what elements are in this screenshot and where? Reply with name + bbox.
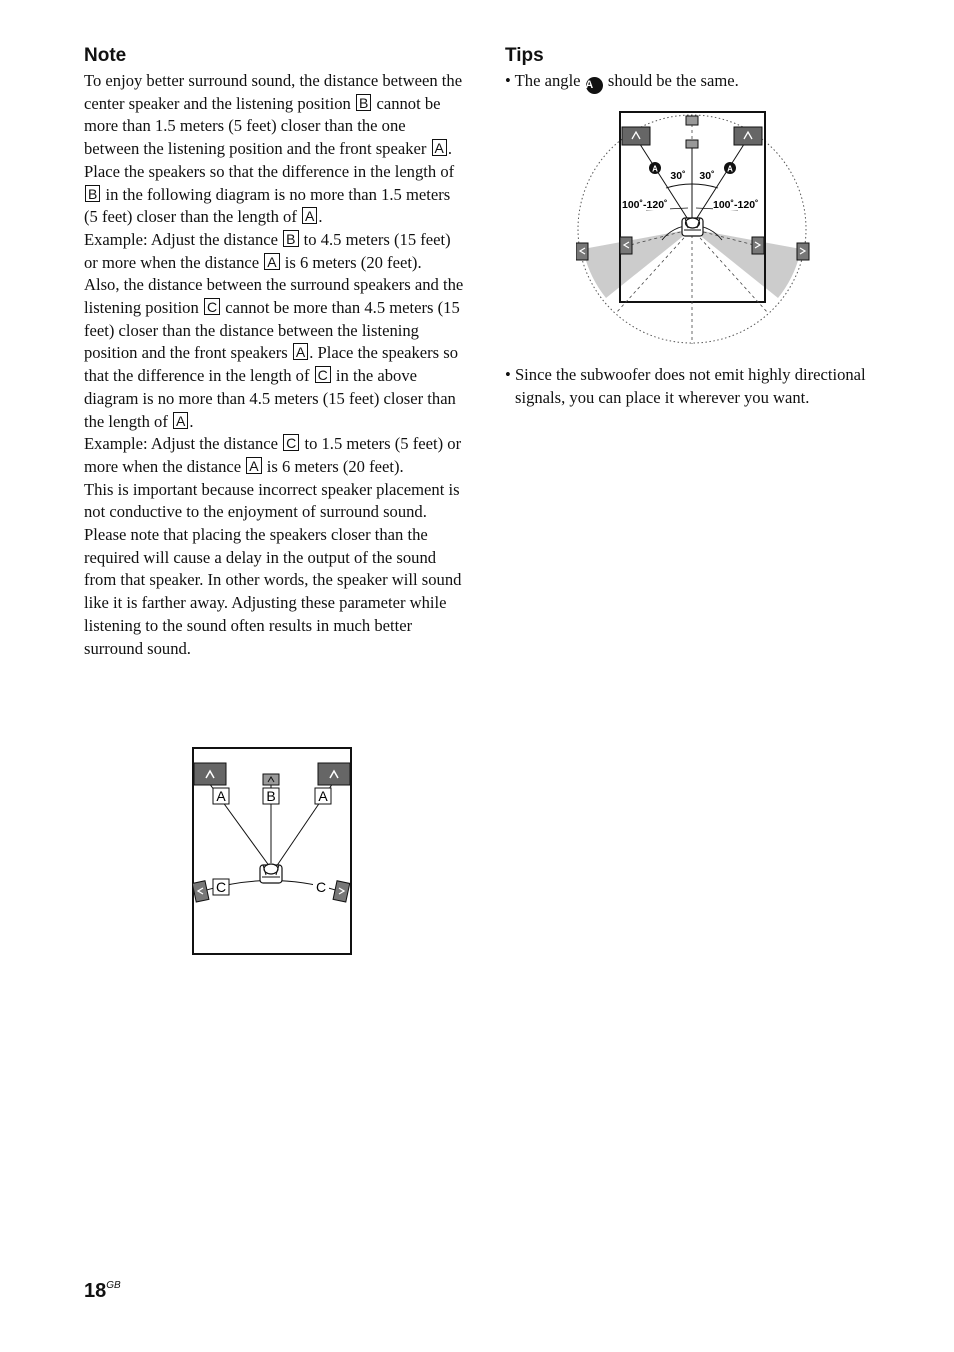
note-paragraph-1: To enjoy better surround sound, the distance between the center speaker and the listening position B cannot be more than 1.5 meters (5 feet) closer than the one between the listening position and the front speaker A . Place the speakers so that the difference in the length of B in the following diagram is no more than 1.5 meters (5 feet) closer than the length of A .	[84, 71, 463, 227]
front-right-speaker-icon	[734, 127, 762, 145]
angle-30-right: 30˚	[699, 170, 715, 182]
page-number: $18^{GB}$	[84, 1280, 121, 1302]
label-c-box: C	[315, 366, 331, 383]
tip-subwoofer: • Since the subwoofer does not emit highly directional signals, you can place it wherever you want.	[505, 365, 866, 407]
tip-angle: • The angle A should be the same.	[505, 70, 895, 94]
note-paragraph-5: This is important because incorrect speaker placement is not conductive to the enjoyment of surround sound. Please note that placing the speakers closer than the required will cause a delay in the output of the sound from that speaker. In other words, the speaker will sound like it is farther away. Adjusting these parameter while listening to the sound often results in much better surround sound.	[84, 479, 462, 658]
label-a-box: A	[173, 412, 188, 429]
surround-left-outer-speaker-icon	[576, 243, 588, 260]
note-paragraph-4: Example: Adjust the distance C to 1.5 meters (5 feet) or more when the distance A is 6 meters (20 feet).	[84, 434, 462, 476]
surround-right-inner-speaker-icon	[752, 237, 764, 254]
label-a-right: A	[318, 788, 328, 804]
surround-right-sector	[692, 229, 801, 298]
note-paragraph-3: Also, the distance between the surround speakers and the listening position C cannot be more than 4.5 meters (15 feet) closer than the distance between the listening position and the front speakers A . Place the speakers so that the difference in the length of C in the above diagram is no more than 4.5 meters (15 feet) closer than the length of A .	[84, 275, 464, 431]
label-a-box: A	[302, 207, 317, 224]
label-a-box: A	[293, 343, 308, 360]
note-column	[84, 44, 464, 660]
surround-left-inner-speaker-icon	[620, 237, 632, 254]
label-c-box: C	[283, 434, 299, 451]
speaker-distance-diagram	[192, 747, 354, 957]
label-c-right: C	[315, 879, 327, 895]
range-left-label: 100˚-120˚	[622, 199, 668, 211]
range-right-label: 100˚-120˚	[713, 199, 759, 211]
listener-icon	[682, 218, 703, 236]
front-left-speaker-icon	[194, 763, 226, 785]
svg-text:A: A	[727, 164, 733, 174]
angle-30-left: 30˚	[670, 170, 686, 182]
tips-heading: Tips	[505, 45, 544, 66]
label-b: B	[266, 788, 276, 804]
label-c-left: C	[215, 879, 227, 895]
note-heading: Note	[84, 45, 127, 66]
label-b-box: B	[356, 94, 371, 111]
center-speaker-icon	[263, 774, 279, 785]
front-right-speaker-icon	[318, 763, 350, 785]
label-b-box: B	[85, 185, 100, 202]
label-b-box: B	[283, 230, 298, 247]
label-a-box: A	[246, 457, 261, 474]
svg-text:A: A	[652, 164, 658, 174]
front-left-speaker-icon	[622, 127, 650, 145]
label-a-left: A	[216, 788, 226, 804]
angle-a-badge: A	[586, 77, 603, 94]
listener-icon	[260, 864, 282, 883]
label-c-box: C	[204, 298, 220, 315]
note-paragraph-2: Example: Adjust the distance B to 4.5 meters (15 feet) or more when the distance A is 6 meters (20 feet).	[84, 229, 451, 272]
speaker-angle-diagram	[576, 108, 814, 350]
label-a-box: A	[264, 253, 279, 270]
label-a-box: A	[432, 139, 447, 156]
surround-right-outer-speaker-icon	[797, 243, 809, 260]
surround-left-sector	[583, 229, 692, 298]
